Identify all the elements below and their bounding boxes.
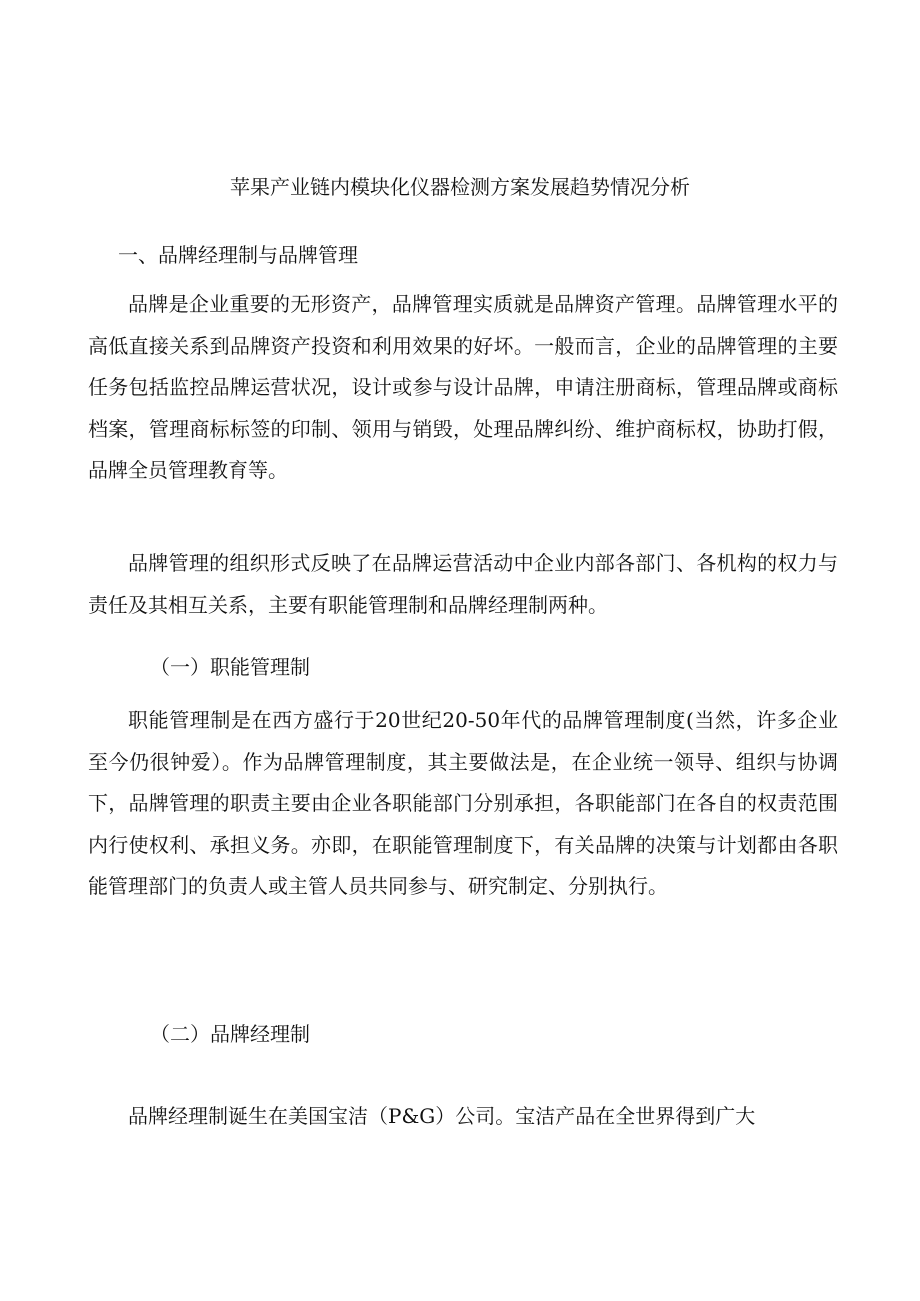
- paragraph: 品牌经理制诞生在美国宝洁（P&G）公司。宝洁产品在全世界得到广大: [128, 1104, 756, 1128]
- subsection-heading: （一）职能管理制: [150, 655, 310, 679]
- section-heading: 一、品牌经理制与品牌管理: [118, 243, 358, 267]
- paragraph: 品牌是企业重要的无形资产，品牌管理实质就是品牌资产管理。品牌管理水平的高低直接关系到品牌资产投资和利用效果的好坏。一般而言，企业的品牌管理的主要任务包括监控品牌运营状况，设计或参与设计品牌，申请注册商标，管理品牌或商标档案，管理商标标签的印制、领用与销毁，处理品牌纠纷、维护商标权，协助打假，品牌全员管理教育等。: [88, 292, 838, 482]
- document-title: 苹果产业链内模块化仪器检测方案发展趋势情况分析: [230, 175, 690, 199]
- subsection-heading: （二）品牌经理制: [150, 1022, 310, 1046]
- paragraph: 品牌管理的组织形式反映了在品牌运营活动中企业内部各部门、各机构的权力与责任及其相互关系，主要有职能管理制和品牌经理制两种。: [88, 551, 838, 617]
- paragraph: 职能管理制是在西方盛行于20世纪20-50年代的品牌管理制度(当然，许多企业至今仍很钟爱）。作为品牌管理制度，其主要做法是，在企业统一领导、组织与协调下，品牌管理的职责主要由企业各职能部门分别承担，各职能部门在各自的权责范围内行使权利、承担义务。亦即，在职能管理制度下，有关品牌的决策与计划都由各职能管理部门的负责人或主管人员共同参与、研究制定、分别执行。: [88, 708, 838, 898]
